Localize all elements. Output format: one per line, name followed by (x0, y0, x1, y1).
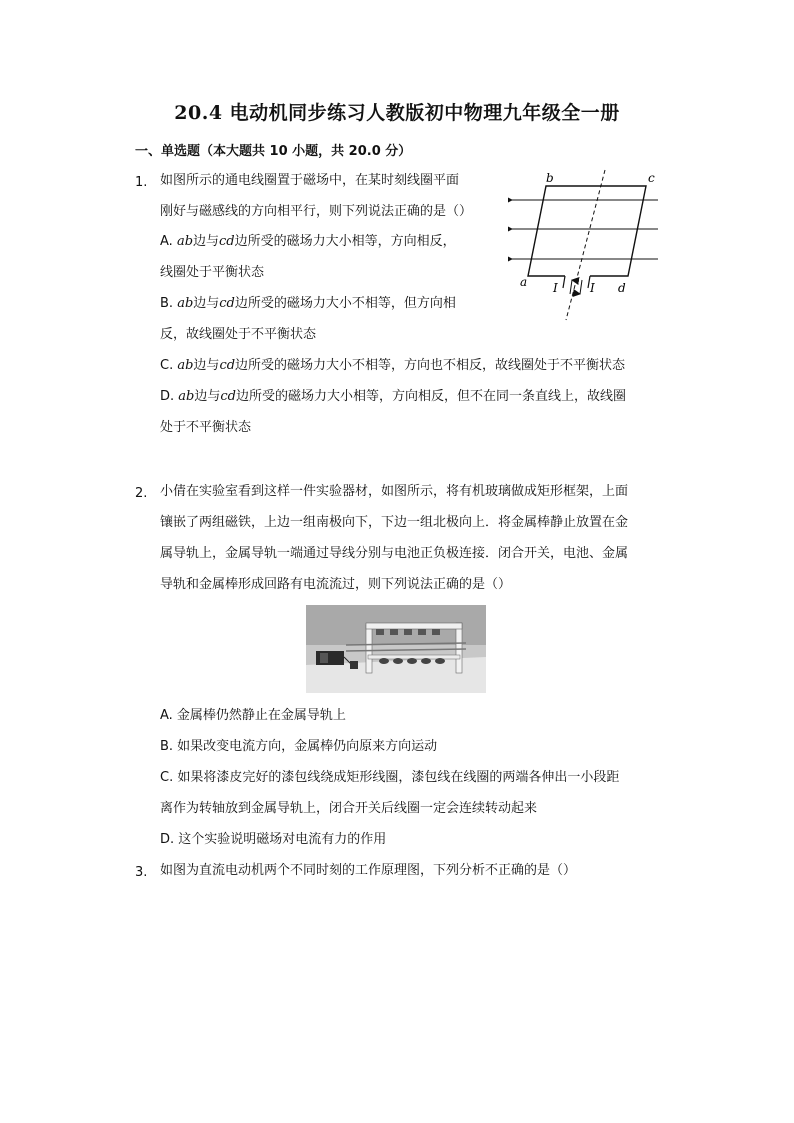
option-text: 边所受的磁场力大小不相等，但方向相 (234, 296, 456, 311)
label-c: c (648, 171, 655, 185)
option-prefix: B. (160, 296, 178, 311)
question-stem: 属导轨上，金属导轨一端通过导线分别与电池正负极连接．闭合开关，电池、金属 (160, 546, 629, 561)
option-b-continued: 反，故线圈处于不平衡状态 (160, 327, 317, 342)
option-b[interactable] (160, 296, 456, 312)
edge-label: ab (178, 389, 195, 404)
question-number: 2. (135, 486, 148, 501)
current-arrow (580, 280, 582, 294)
question-stem: 导轨和金属棒形成回路有电流流过，则下列说法正确的是（） (160, 577, 512, 592)
edge-label: cd (219, 296, 235, 311)
option-prefix: D. (160, 389, 179, 404)
option-d[interactable]: D. 这个实验说明磁场对电流有力的作用 (160, 832, 387, 847)
edge-label: cd (219, 358, 236, 373)
option-a-continued: 线圈处于平衡状态 (160, 265, 265, 280)
label-a: a (520, 275, 528, 289)
option-text: 边与 (194, 389, 221, 404)
question-stem: 小倩在实验室看到这样一件实验器材，如图所示，将有机玻璃做成矩形框架，上面 (160, 484, 629, 499)
question-number: 1. (135, 175, 148, 190)
option-c[interactable]: C. 如果将漆皮完好的漆包线绕成矩形线圈，漆包线在线圈的两端各伸出一小段距 (160, 770, 620, 785)
option-d-continued: 处于不平衡状态 (160, 420, 252, 435)
lead-wire (563, 276, 565, 288)
question-stem: 刚好与磁感线的方向相平行，则下列说法正确的是（） (160, 204, 473, 219)
option-b[interactable]: B. 如果改变电流方向，金属棒仍向原来方向运动 (160, 739, 438, 754)
option-a[interactable]: A. 金属棒仍然静止在金属导轨上 (160, 708, 346, 723)
label-b: b (546, 171, 554, 185)
label-current: I (590, 281, 595, 295)
coil-diagram (508, 168, 664, 324)
label-d: d (618, 281, 626, 295)
apparatus-photo (306, 605, 486, 693)
edge-label: cd (219, 234, 235, 249)
page-title: 20.4 电动机同步练习人教版初中物理九年级全一册 (174, 102, 620, 124)
option-prefix: A. (160, 234, 177, 249)
question-number: 3. (135, 865, 148, 880)
edge-label: cd (220, 389, 236, 404)
edge-label: ab (177, 358, 194, 373)
option-text: 边与 (193, 296, 220, 311)
current-arrow (570, 280, 572, 294)
option-text: 边与 (193, 358, 220, 373)
edge-label: ab (176, 234, 194, 249)
option-c[interactable] (160, 358, 625, 374)
option-text: 边所受的磁场力大小相等，方向相反，但不在同一条直线上，故线圈 (235, 389, 626, 404)
option-text: 边与 (193, 234, 220, 249)
section-heading: 一、单选题（本大题共 10 小题，共 20.0 分） (135, 144, 412, 159)
option-a[interactable] (160, 234, 456, 250)
option-text: 边所受的磁场力大小相等，方向相反， (234, 234, 456, 249)
option-prefix: C. (160, 358, 178, 373)
question-stem: 如图所示的通电线圈置于磁场中，在某时刻线圈平面 (160, 173, 460, 188)
question-stem: 镶嵌了两组磁铁，上边一组南极向下，下边一组北极向上．将金属棒静止放置在金 (160, 515, 629, 530)
rotation-axis (566, 170, 605, 320)
label-current: I (553, 281, 558, 295)
option-text: 边所受的磁场力大小不相等，方向也不相反，故线圈处于不平衡状态 (235, 358, 626, 373)
option-d[interactable] (160, 389, 626, 405)
question-stem: 如图为直流电动机两个不同时刻的工作原理图，下列分析不正确的是（） (160, 863, 577, 878)
edge-label: ab (177, 296, 194, 311)
option-c-continued: 离作为转轴放到金属导轨上，闭合开关后线圈一定会连续转动起来 (160, 801, 538, 816)
